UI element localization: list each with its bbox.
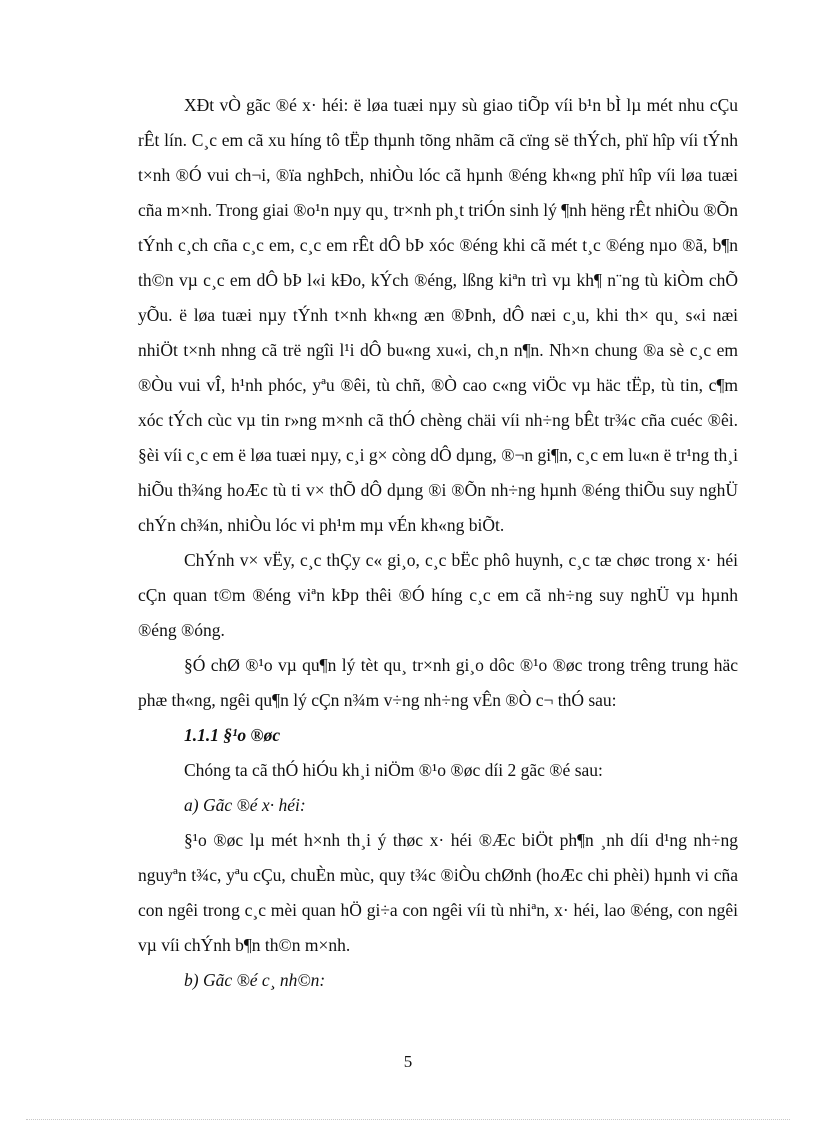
section-heading: 1.1.1 §¹o ®øc	[184, 725, 281, 745]
page-number: 5	[403, 1052, 413, 1071]
paragraph-management-issues: §Ó chØ ®¹o vµ qu¶n lý tèt qu¸ tr×nh gi¸o dôc ®¹o ®øc trong trêng trung häc phæ th«ng, ngêi qu¶n lý cÇn n¾m v÷ng nh÷ng vÊn ®Ò c¬ thÓ sau:	[138, 655, 738, 710]
paragraph-teacher-guidance: ChÝnh v× vËy, c¸c thÇy c« gi¸o, c¸c bËc phô huynh, c¸c tæ chøc trong x· héi cÇn quan t©m ®éng viªn kÞp thêi ®Ó híng c¸c em cã nh÷ng suy nghÜ vµ hµnh ®éng ®óng.	[138, 550, 738, 640]
definition-paragraph-a: §¹o ®øc lµ mét h×nh th¸i ý thøc x· héi ®Æc biÖt ph¶n ¸nh díi d¹ng nh÷ng nguyªn t¾c, yªu cÇu, chuÈn mùc, quy t¾c ®iÒu chØnh (hoÆc chi phèi) hµnh vi cña con ngêi trong c¸c mèi quan hÖ gi÷a con ngêi víi tù nhiªn, x· héi, lao ®éng, con ngêi vµ víi chÝnh b¶n th©n m×nh.	[138, 830, 738, 955]
paragraph-age-social-view: XÐt vÒ gãc ®é x· héi: ë løa tuæi nµy sù giao tiÕp víi b¹n bÌ lµ mét nhu cÇu rÊt lín. C¸c em cã xu híng tô tËp thµnh tõng nhãm cã cïng së thÝch, phï hîp víi tÝnh t×nh ®Ó vui ch¬i, ®ïa nghÞch, nhiÒu lóc cã hµnh ®éng kh«ng phï hîp víi løa tuæi cña m×nh. Trong giai ®o¹n nµy qu¸ tr×nh ph¸t triÓn sinh lý ¶nh hëng rÊt nhiÒu ®Õn tÝnh c¸ch cña c¸c em, c¸c em rÊt dÔ bÞ xóc ®éng khi cã mét t¸c ®éng nµo ®ã, b¶n th©n vµ c¸c em dÔ bÞ l«i kÐo, kÝch ®éng, lßng kiªn trì vµ kh¶ n¨ng tù kiÒm chÕ yÕu. ë løa tuæi nµy tÝnh t×nh kh«ng æn ®Þnh, dÔ næi c¸u, khi th× qu¸ s«i næi nhiÖt t×nh nhng cã trë ngîi l¹i dÔ bu«ng xu«i, ch¸n n¶n. Nh×n chung ®a sè c¸c em ®Òu vui vÎ, h¹nh phóc, yªu ®êi, tù chñ, ®Ò cao c«ng viÖc vµ häc tËp, tù tin, c¶m xóc tÝch cùc vµ tin r»ng m×nh cã thÓ chèng chäi víi nh÷ng bÊt tr¾c cña cuéc ®êi. §èi víi c¸c em ë løa tuæi nµy, c¸i g× còng dÔ dµng, ®¬n gi¶n, c¸c em lu«n ë tr¹ng th¸i hiÕu th¾ng hoÆc tù ti v× thÕ dÔ dµng ®i ®Õn nh÷ng hµnh ®éng thiÕu suy nghÜ chÝn ch¾n, nhiÒu lóc vi ph¹m mµ vÉn kh«ng biÕt.	[138, 95, 738, 535]
subsection-heading-a: a) Gãc ®é x· héi:	[184, 795, 306, 815]
subsection-heading-b: b) Gãc ®é c¸ nh©n:	[184, 970, 326, 990]
section-intro: Chóng ta cã thÓ hiÓu kh¸i niÖm ®¹o ®øc díi 2 gãc ®é sau:	[184, 760, 603, 780]
page-body	[138, 88, 738, 998]
footer-divider	[26, 1119, 790, 1120]
